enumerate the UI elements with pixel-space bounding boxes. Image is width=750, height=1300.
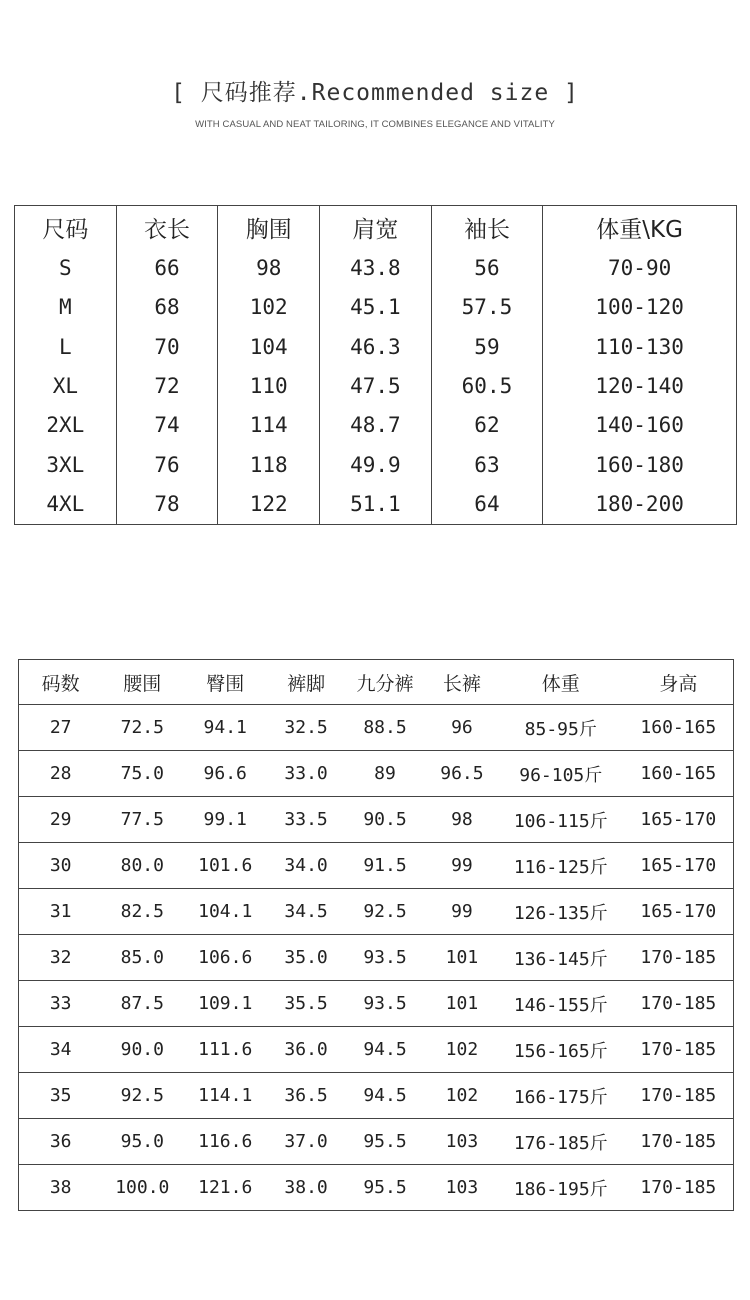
table-cell: 140-160 <box>543 406 737 445</box>
column-header: 胸围 <box>218 206 320 249</box>
table-cell: 110 <box>218 366 320 405</box>
table-cell: 77.5 <box>102 797 182 843</box>
table-cell: 72 <box>116 366 218 405</box>
top-table-header-row <box>15 206 737 249</box>
table-cell: 104.1 <box>182 889 268 935</box>
table-cell: 170-185 <box>624 935 734 981</box>
table-row <box>19 1027 734 1073</box>
table-cell: S <box>15 248 117 287</box>
table-cell: 29 <box>19 797 103 843</box>
table-cell: 94.5 <box>344 1073 426 1119</box>
table-cell: 36.5 <box>268 1073 344 1119</box>
table-cell: 35.0 <box>268 935 344 981</box>
table-cell: 34 <box>19 1027 103 1073</box>
table-cell: 45.1 <box>320 287 432 326</box>
column-header: 体重\KG <box>543 206 737 249</box>
table-cell: 170-185 <box>624 1119 734 1165</box>
table-cell: 87.5 <box>102 981 182 1027</box>
table-cell: 114 <box>218 406 320 445</box>
table-cell: 56 <box>431 248 543 287</box>
table-cell: 63 <box>431 445 543 484</box>
table-cell: 101.6 <box>182 843 268 889</box>
table-cell: 156-165斤 <box>498 1027 624 1073</box>
table-cell: 92.5 <box>102 1073 182 1119</box>
table-cell: 106.6 <box>182 935 268 981</box>
table-row <box>19 843 734 889</box>
table-cell: 33.0 <box>268 751 344 797</box>
top-size-table <box>14 205 737 525</box>
table-cell: 35 <box>19 1073 103 1119</box>
table-row <box>19 751 734 797</box>
table-cell: 180-200 <box>543 485 737 525</box>
table-cell: 4XL <box>15 485 117 525</box>
table-cell: L <box>15 327 117 366</box>
table-row <box>15 406 737 445</box>
table-cell: 96 <box>426 705 498 751</box>
table-row <box>19 797 734 843</box>
table-row <box>19 705 734 751</box>
table-cell: 95.5 <box>363 1177 407 1198</box>
table-cell: 118 <box>218 445 320 484</box>
table-cell: 99.1 <box>182 797 268 843</box>
table-cell: 95.0 <box>102 1119 182 1165</box>
table-row <box>19 981 734 1027</box>
table-cell: 165-170 <box>624 797 734 843</box>
table-cell: 109.1 <box>182 981 268 1027</box>
table-cell: 57.5 <box>431 287 543 326</box>
bottom-size-table <box>18 659 734 1211</box>
table-row <box>15 485 737 525</box>
table-cell: 106-115斤 <box>498 797 624 843</box>
table-cell: 98 <box>218 248 320 287</box>
table-cell: 76 <box>116 445 218 484</box>
column-header: 码数 <box>19 660 103 705</box>
column-header: 臀围 <box>182 660 268 705</box>
table-cell: 110-130 <box>543 327 737 366</box>
table-cell: 35.5 <box>268 981 344 1027</box>
table-cell: 102 <box>218 287 320 326</box>
table-cell: 104 <box>218 327 320 366</box>
table-row <box>19 889 734 935</box>
table-cell: 176-185斤 <box>498 1119 624 1165</box>
table-cell: 100-120 <box>543 287 737 326</box>
table-cell: 94.1 <box>182 705 268 751</box>
table-cell: 34.5 <box>268 889 344 935</box>
column-header: 衣长 <box>116 206 218 249</box>
table-cell: 64 <box>431 485 543 525</box>
table-cell: 100.0 <box>115 1177 170 1198</box>
table-cell: 91.5 <box>344 843 426 889</box>
table-cell: 46.3 <box>320 327 432 366</box>
table-row <box>19 935 734 981</box>
top-table-body <box>15 248 737 525</box>
column-header: 腰围 <box>102 660 182 705</box>
table-cell: 94.5 <box>344 1027 426 1073</box>
table-cell: 96-105斤 <box>498 751 624 797</box>
table-cell: 95.5 <box>344 1119 426 1165</box>
table-cell: 49.9 <box>320 445 432 484</box>
bottom-table-body <box>19 705 734 1211</box>
table-cell: 31 <box>19 889 103 935</box>
table-cell: 103 <box>445 1177 479 1198</box>
table-cell: 93.5 <box>344 981 426 1027</box>
table-cell: 170-185 <box>624 981 734 1027</box>
table-cell: 170-185 <box>624 1027 734 1073</box>
table-cell: 92.5 <box>344 889 426 935</box>
table-cell: 116-125斤 <box>498 843 624 889</box>
table-cell: 3XL <box>15 445 117 484</box>
page-subtitle: WITH CASUAL AND NEAT TAILORING, IT COMBINES ELEGANCE AND VITALITY <box>195 119 555 130</box>
table-cell: 96.5 <box>426 751 498 797</box>
table-cell: 101 <box>426 935 498 981</box>
table-cell: 120-140 <box>543 366 737 405</box>
table-cell: 160-165 <box>624 751 734 797</box>
table-cell: 165-170 <box>624 843 734 889</box>
table-cell: 85-95斤 <box>498 705 624 751</box>
table-cell: 32 <box>19 935 103 981</box>
table-cell: 37.0 <box>268 1119 344 1165</box>
table-row <box>19 1165 734 1211</box>
table-cell: 43.8 <box>320 248 432 287</box>
table-cell: 68 <box>116 287 218 326</box>
table-cell: 111.6 <box>182 1027 268 1073</box>
table-cell: 98 <box>426 797 498 843</box>
table-cell: 36 <box>19 1119 103 1165</box>
table-cell: 33 <box>19 981 103 1027</box>
table-cell: 166-175斤 <box>498 1073 624 1119</box>
table-row <box>15 366 737 405</box>
column-header: 体重 <box>498 660 624 705</box>
table-cell: 80.0 <box>102 843 182 889</box>
table-cell: 101 <box>426 981 498 1027</box>
table-cell: 85.0 <box>102 935 182 981</box>
table-cell: 34.0 <box>268 843 344 889</box>
table-row <box>15 445 737 484</box>
table-cell: 70-90 <box>543 248 737 287</box>
table-cell: 75.0 <box>102 751 182 797</box>
table-cell: 126-135斤 <box>498 889 624 935</box>
table-cell: 89 <box>344 751 426 797</box>
table-cell: 33.5 <box>268 797 344 843</box>
column-header: 身高 <box>624 660 734 705</box>
table-cell: 90.5 <box>344 797 426 843</box>
table-cell: 2XL <box>15 406 117 445</box>
table-cell: 70 <box>116 327 218 366</box>
table-cell: 88.5 <box>344 705 426 751</box>
table-cell: 36.0 <box>268 1027 344 1073</box>
table-cell: 116.6 <box>182 1119 268 1165</box>
table-cell: 27 <box>19 705 103 751</box>
column-header: 肩宽 <box>320 206 432 249</box>
table-cell: 60.5 <box>431 366 543 405</box>
table-cell: 146-155斤 <box>498 981 624 1027</box>
table-cell: XL <box>15 366 117 405</box>
table-cell: M <box>15 287 117 326</box>
table-cell: 160-165 <box>624 705 734 751</box>
table-row <box>15 327 737 366</box>
table-row <box>15 248 737 287</box>
page-title: [ 尺码推荐.Recommended size ] <box>171 80 579 106</box>
column-header: 九分裤 <box>344 660 426 705</box>
table-cell: 38.0 <box>284 1177 328 1198</box>
table-cell: 51.1 <box>320 485 432 525</box>
table-cell: 28 <box>19 751 103 797</box>
table-cell: 59 <box>431 327 543 366</box>
table-cell: 99 <box>426 843 498 889</box>
column-header: 袖长 <box>431 206 543 249</box>
table-cell: 74 <box>116 406 218 445</box>
table-cell: 78 <box>116 485 218 525</box>
table-cell: 160-180 <box>543 445 737 484</box>
table-cell: 90.0 <box>102 1027 182 1073</box>
table-cell: 186-195斤 <box>513 1178 608 1200</box>
column-header: 裤脚 <box>268 660 344 705</box>
table-row <box>19 1073 734 1119</box>
table-cell: 93.5 <box>344 935 426 981</box>
table-row <box>15 287 737 326</box>
column-header: 尺码 <box>15 206 117 249</box>
table-cell: 99 <box>426 889 498 935</box>
table-cell: 47.5 <box>320 366 432 405</box>
table-cell: 66 <box>116 248 218 287</box>
table-cell: 122 <box>218 485 320 525</box>
table-cell: 114.1 <box>182 1073 268 1119</box>
table-cell: 103 <box>426 1119 498 1165</box>
table-cell: 136-145斤 <box>498 935 624 981</box>
table-cell: 48.7 <box>320 406 432 445</box>
column-header: 长裤 <box>426 660 498 705</box>
table-cell: 121.6 <box>198 1177 253 1198</box>
table-cell: 82.5 <box>102 889 182 935</box>
bottom-table-header-row <box>19 660 734 705</box>
table-row <box>19 1119 734 1165</box>
table-cell: 72.5 <box>102 705 182 751</box>
table-cell: 165-170 <box>624 889 734 935</box>
table-cell: 170-185 <box>624 1073 734 1119</box>
table-cell: 102 <box>426 1027 498 1073</box>
table-cell: 30 <box>19 843 103 889</box>
table-cell: 102 <box>426 1073 498 1119</box>
table-cell: 170-185 <box>640 1177 717 1198</box>
table-cell: 62 <box>431 406 543 445</box>
table-cell: 96.6 <box>182 751 268 797</box>
table-cell: 32.5 <box>268 705 344 751</box>
table-cell: 38 <box>49 1177 72 1198</box>
